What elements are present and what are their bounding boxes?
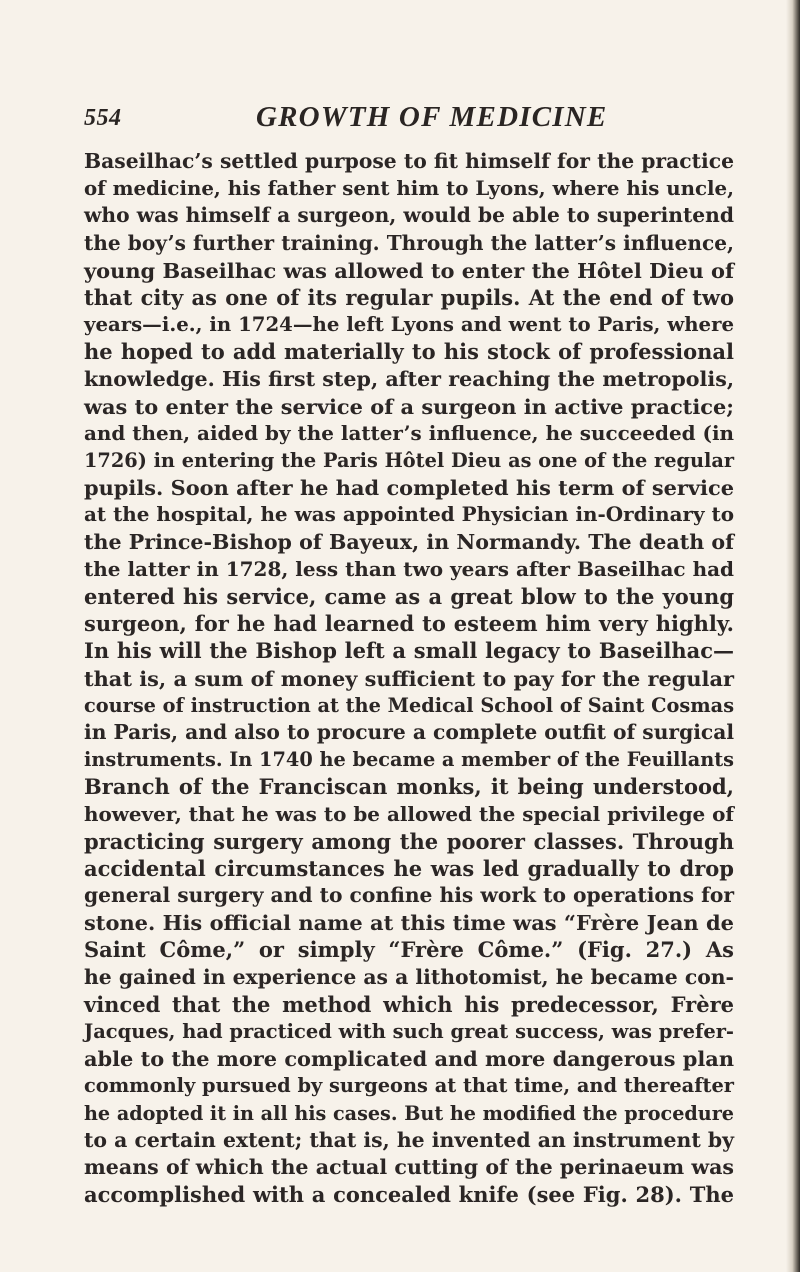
text-line: young Baseilhac was allowed to enter the Hôtel Dieu of <box>84 257 734 283</box>
text-line: practicing surgery among the poorer classes. Through <box>84 828 734 854</box>
text-line: instruments. In 1740 he became a member of the Feuillants <box>84 748 735 772</box>
text-line: commonly pursued by surgeons at that time, and thereafter <box>84 1074 734 1098</box>
text-line: knowledge. His first step, after reaching the metropolis, <box>84 366 734 391</box>
text-line: however, that he was to be allowed the special privilege of <box>84 801 734 826</box>
text-line: of medicine, his father sent him to Lyons, where his uncle, <box>84 176 734 201</box>
text-line: In his will the Bishop left a small legacy to Baseilhac— <box>84 638 734 664</box>
text-line: course of instruction at the Medical School of Saint Cosmas <box>84 693 735 717</box>
text-line: stone. His official name at this time was “Frère Jean de <box>84 910 734 936</box>
text-line: vinced that the method which his predecessor, Frère <box>84 991 734 1017</box>
running-head <box>84 101 734 141</box>
text-line: pupils. Soon after he had completed his term of service <box>84 475 734 501</box>
text-line: 1726) in entering the Paris Hôtel Dieu as one of the regular <box>84 449 734 473</box>
text-line: that city as one of its regular pupils. At the end of two <box>84 284 734 310</box>
text-line: Saint Côme,” or simply “Frère Côme.” (Fig. 27.) As <box>84 937 734 963</box>
text-line: general surgery and to confine his work to operations for <box>84 883 734 908</box>
text-line: entered his service, came as a great blow to the young <box>84 584 734 609</box>
text-line: at the hospital, he was appointed Physician in-Ordinary to <box>84 502 734 527</box>
text-line: able to the more complicated and more dangerous plan <box>84 1046 734 1072</box>
page-number: 554 <box>84 105 122 131</box>
text-line: surgeon, for he had learned to esteem him very highly. <box>84 611 734 637</box>
text-line: he gained in experience as a lithotomist, he became con- <box>84 964 734 989</box>
body-text <box>84 148 734 1208</box>
text-line: was to enter the service of a surgeon in active practice; <box>84 393 734 419</box>
text-line: accidental circumstances he was led gradually to drop <box>84 855 734 881</box>
running-title: GROWTH OF MEDICINE <box>256 101 608 133</box>
text-line: means of which the actual cutting of the perinaeum was <box>84 1154 734 1179</box>
text-line: Baseilhac’s settled purpose to fit himself for the practice <box>84 149 734 173</box>
text-line: in Paris, and also to procure a complete outfit of surgical <box>84 719 735 744</box>
text-line: years—i.e., in 1724—he left Lyons and went to Paris, where <box>84 313 734 337</box>
text-line: the Prince-Bishop of Bayeux, in Normandy. The death of <box>84 529 734 554</box>
page-edge-shadow <box>786 0 800 1272</box>
text-line: and then, aided by the latter’s influence, he succeeded (in <box>84 420 734 445</box>
text-line: to a certain extent; that is, he invented an instrument by <box>84 1127 734 1152</box>
text-line: he adopted it in all his cases. But he modified the procedure <box>84 1101 734 1125</box>
text-line: accomplished with a concealed knife (see Fig. 28). The <box>84 1182 734 1208</box>
text-line: he hoped to add materially to his stock of professional <box>84 339 734 365</box>
text-line: that is, a sum of money sufficient to pay for the regular <box>84 665 734 691</box>
text-line: Branch of the Franciscan monks, it being understood, <box>84 774 734 800</box>
text-line: the boy’s further training. Through the latter’s influence, <box>84 230 734 255</box>
text-line: Jacques, had practiced with such great success, was prefer- <box>84 1020 734 1043</box>
text-line: who was himself a surgeon, would be able to superintend <box>84 203 734 228</box>
text-line: the latter in 1728, less than two years after Baseilhac had <box>84 556 734 581</box>
